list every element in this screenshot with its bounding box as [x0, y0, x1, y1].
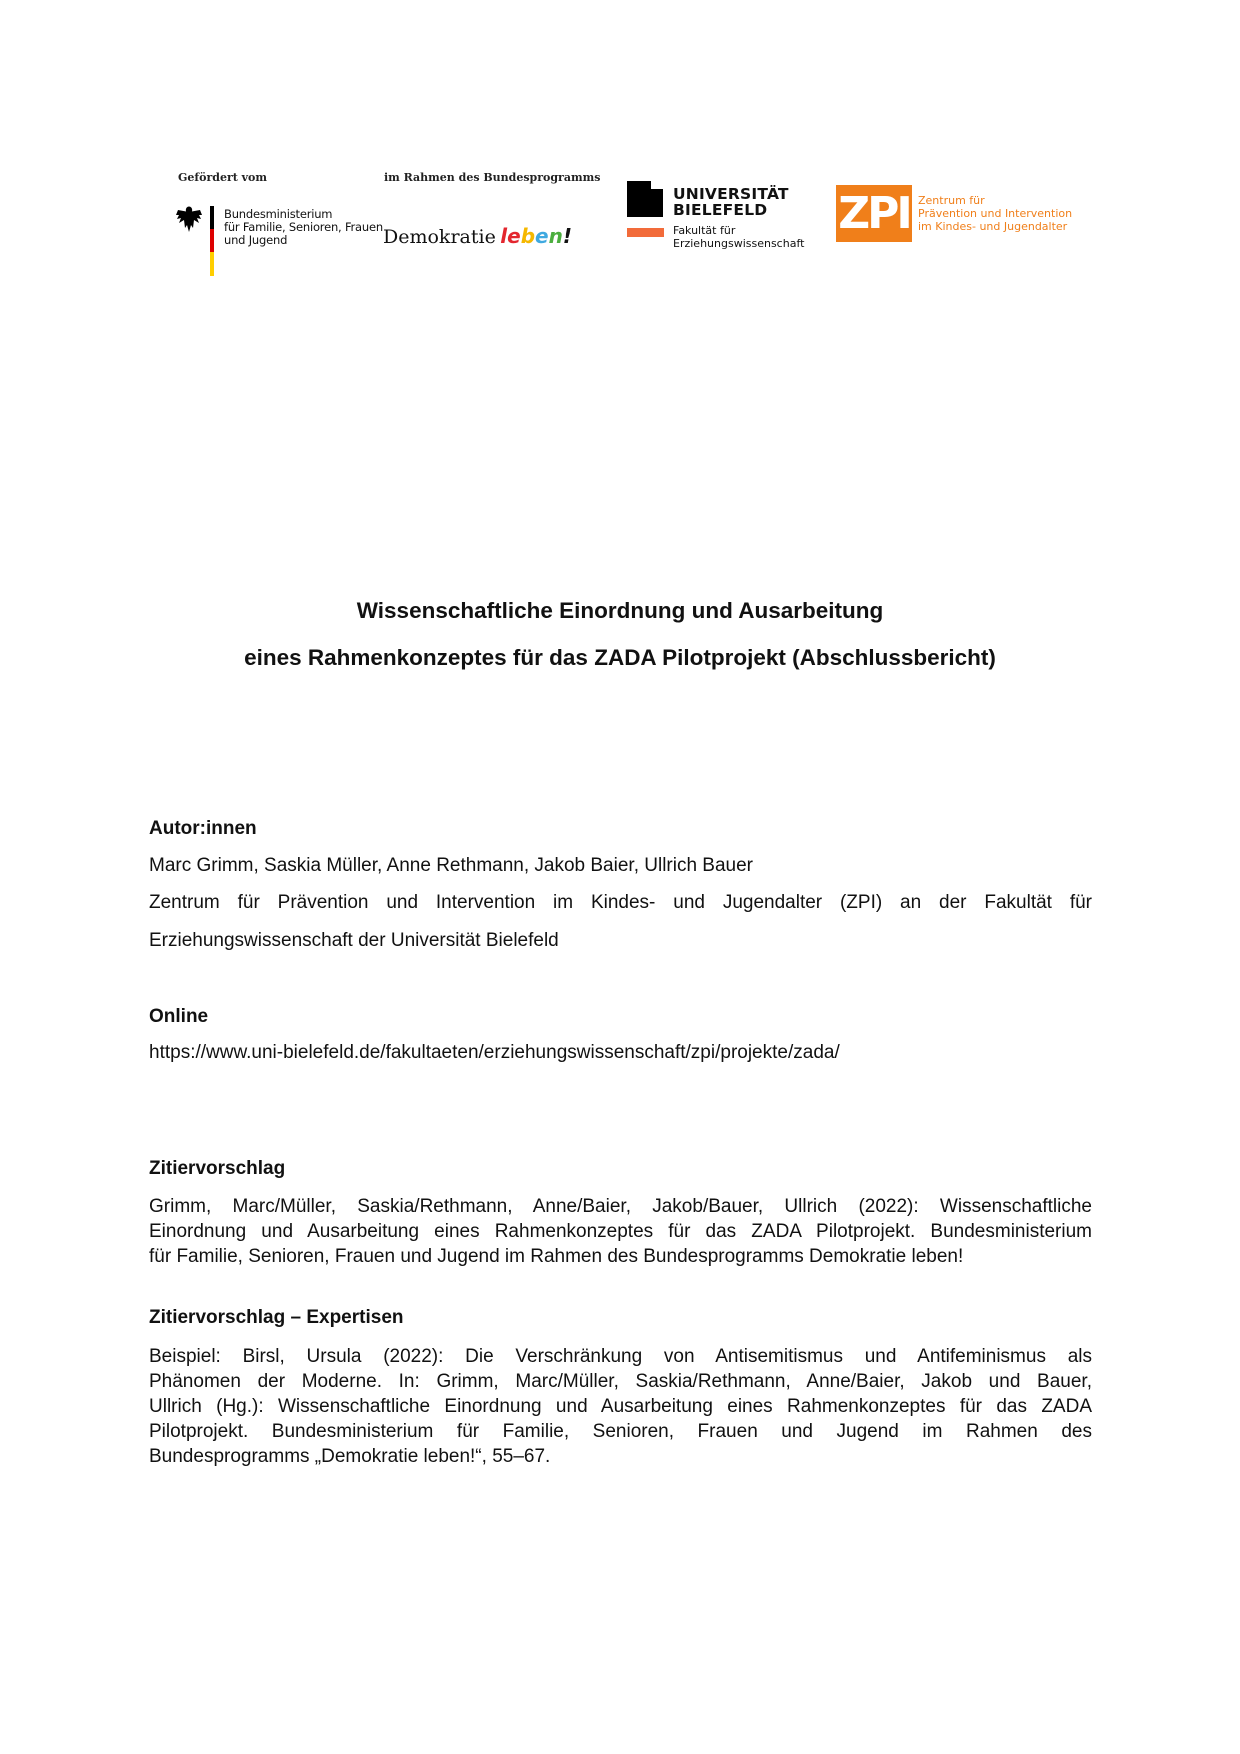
authors-heading: Autor:innen	[149, 818, 257, 839]
authors-affiliation-line2: Erziehungswissenschaft der Universität Bielefeld	[149, 930, 559, 951]
document-title-line1: Wissenschaftliche Einordnung und Ausarbeitung	[356, 598, 884, 623]
ministry-name: Bundesministerium für Familie, Senioren, Frauen und Jugend	[224, 207, 383, 247]
leben-wordmark: leben!	[500, 224, 572, 248]
citation-expertise-text: Beispiel: Birsl, Ursula (2022): Die Verschränkung von Antisemitismus und Antifeminismus als Phänomen der Moderne. In: Grimm, Marc/Müller, Saskia/Rethmann, Anne/Baier, Jakob und Bauer, Ullrich (Hg.): Wissenschaftliche Einordnung und Ausarbeitung eines Rahmenkonzeptes für das ZADA Pilotprojekt. Bundesministerium für Familie, Senioren, Frauen und Jugend im Rahmen des Bundesprogramms „Demokratie leben!“, 55–67.	[149, 1346, 1092, 1467]
faculty-accent-bar	[627, 228, 664, 237]
zpi-name: Zentrum für Prävention und Intervention im Kindes- und Jugendalter	[918, 194, 1073, 233]
university-name: UNIVERSITÄT BIELEFELD	[673, 185, 789, 219]
authors-names: Marc Grimm, Saskia Müller, Anne Rethmann, Jakob Baier, Ullrich Bauer	[149, 855, 754, 876]
online-url-link[interactable]: https://www.uni-bielefeld.de/fakultaeten/erziehungswissenschaft/zpi/projekte/zada/	[149, 1042, 840, 1063]
document-title-line2: eines Rahmenkonzeptes für das ZADA Pilotprojekt (Abschlussbericht)	[244, 645, 996, 670]
university-logo-notch	[651, 181, 663, 189]
authors-affiliation-line1: Zentrum für Prävention und Intervention im Kindes- und Jugendalter (ZPI) an der Fakultät für	[149, 892, 1092, 913]
citation-expertise-heading: Zitiervorschlag – Expertisen	[149, 1307, 404, 1328]
zpi-logo: ZPI	[836, 185, 912, 242]
citation-text: Grimm, Marc/Müller, Saskia/Rethmann, Anne/Baier, Jakob/Bauer, Ullrich (2022): Wissenschaftliche Einordnung und Ausarbeitung eines Rahmenkonzeptes für das ZADA Pilotprojekt. Bundesministerium für Familie, Senioren, Frauen und Jugend im Rahmen des Bundesprogramms Demokratie leben!	[149, 1196, 1092, 1267]
citation-heading: Zitiervorschlag	[149, 1158, 286, 1179]
funded-by-label: Gefördert vom	[178, 171, 268, 184]
online-heading: Online	[149, 1006, 209, 1027]
german-flag-bar	[210, 206, 214, 276]
faculty-name: Fakultät für Erziehungswissenschaft	[673, 224, 805, 250]
demokratie-leben-logo: Demokratie leben!	[383, 224, 572, 248]
federal-eagle-icon	[176, 204, 202, 234]
program-label: im Rahmen des Bundesprogramms	[384, 171, 601, 184]
